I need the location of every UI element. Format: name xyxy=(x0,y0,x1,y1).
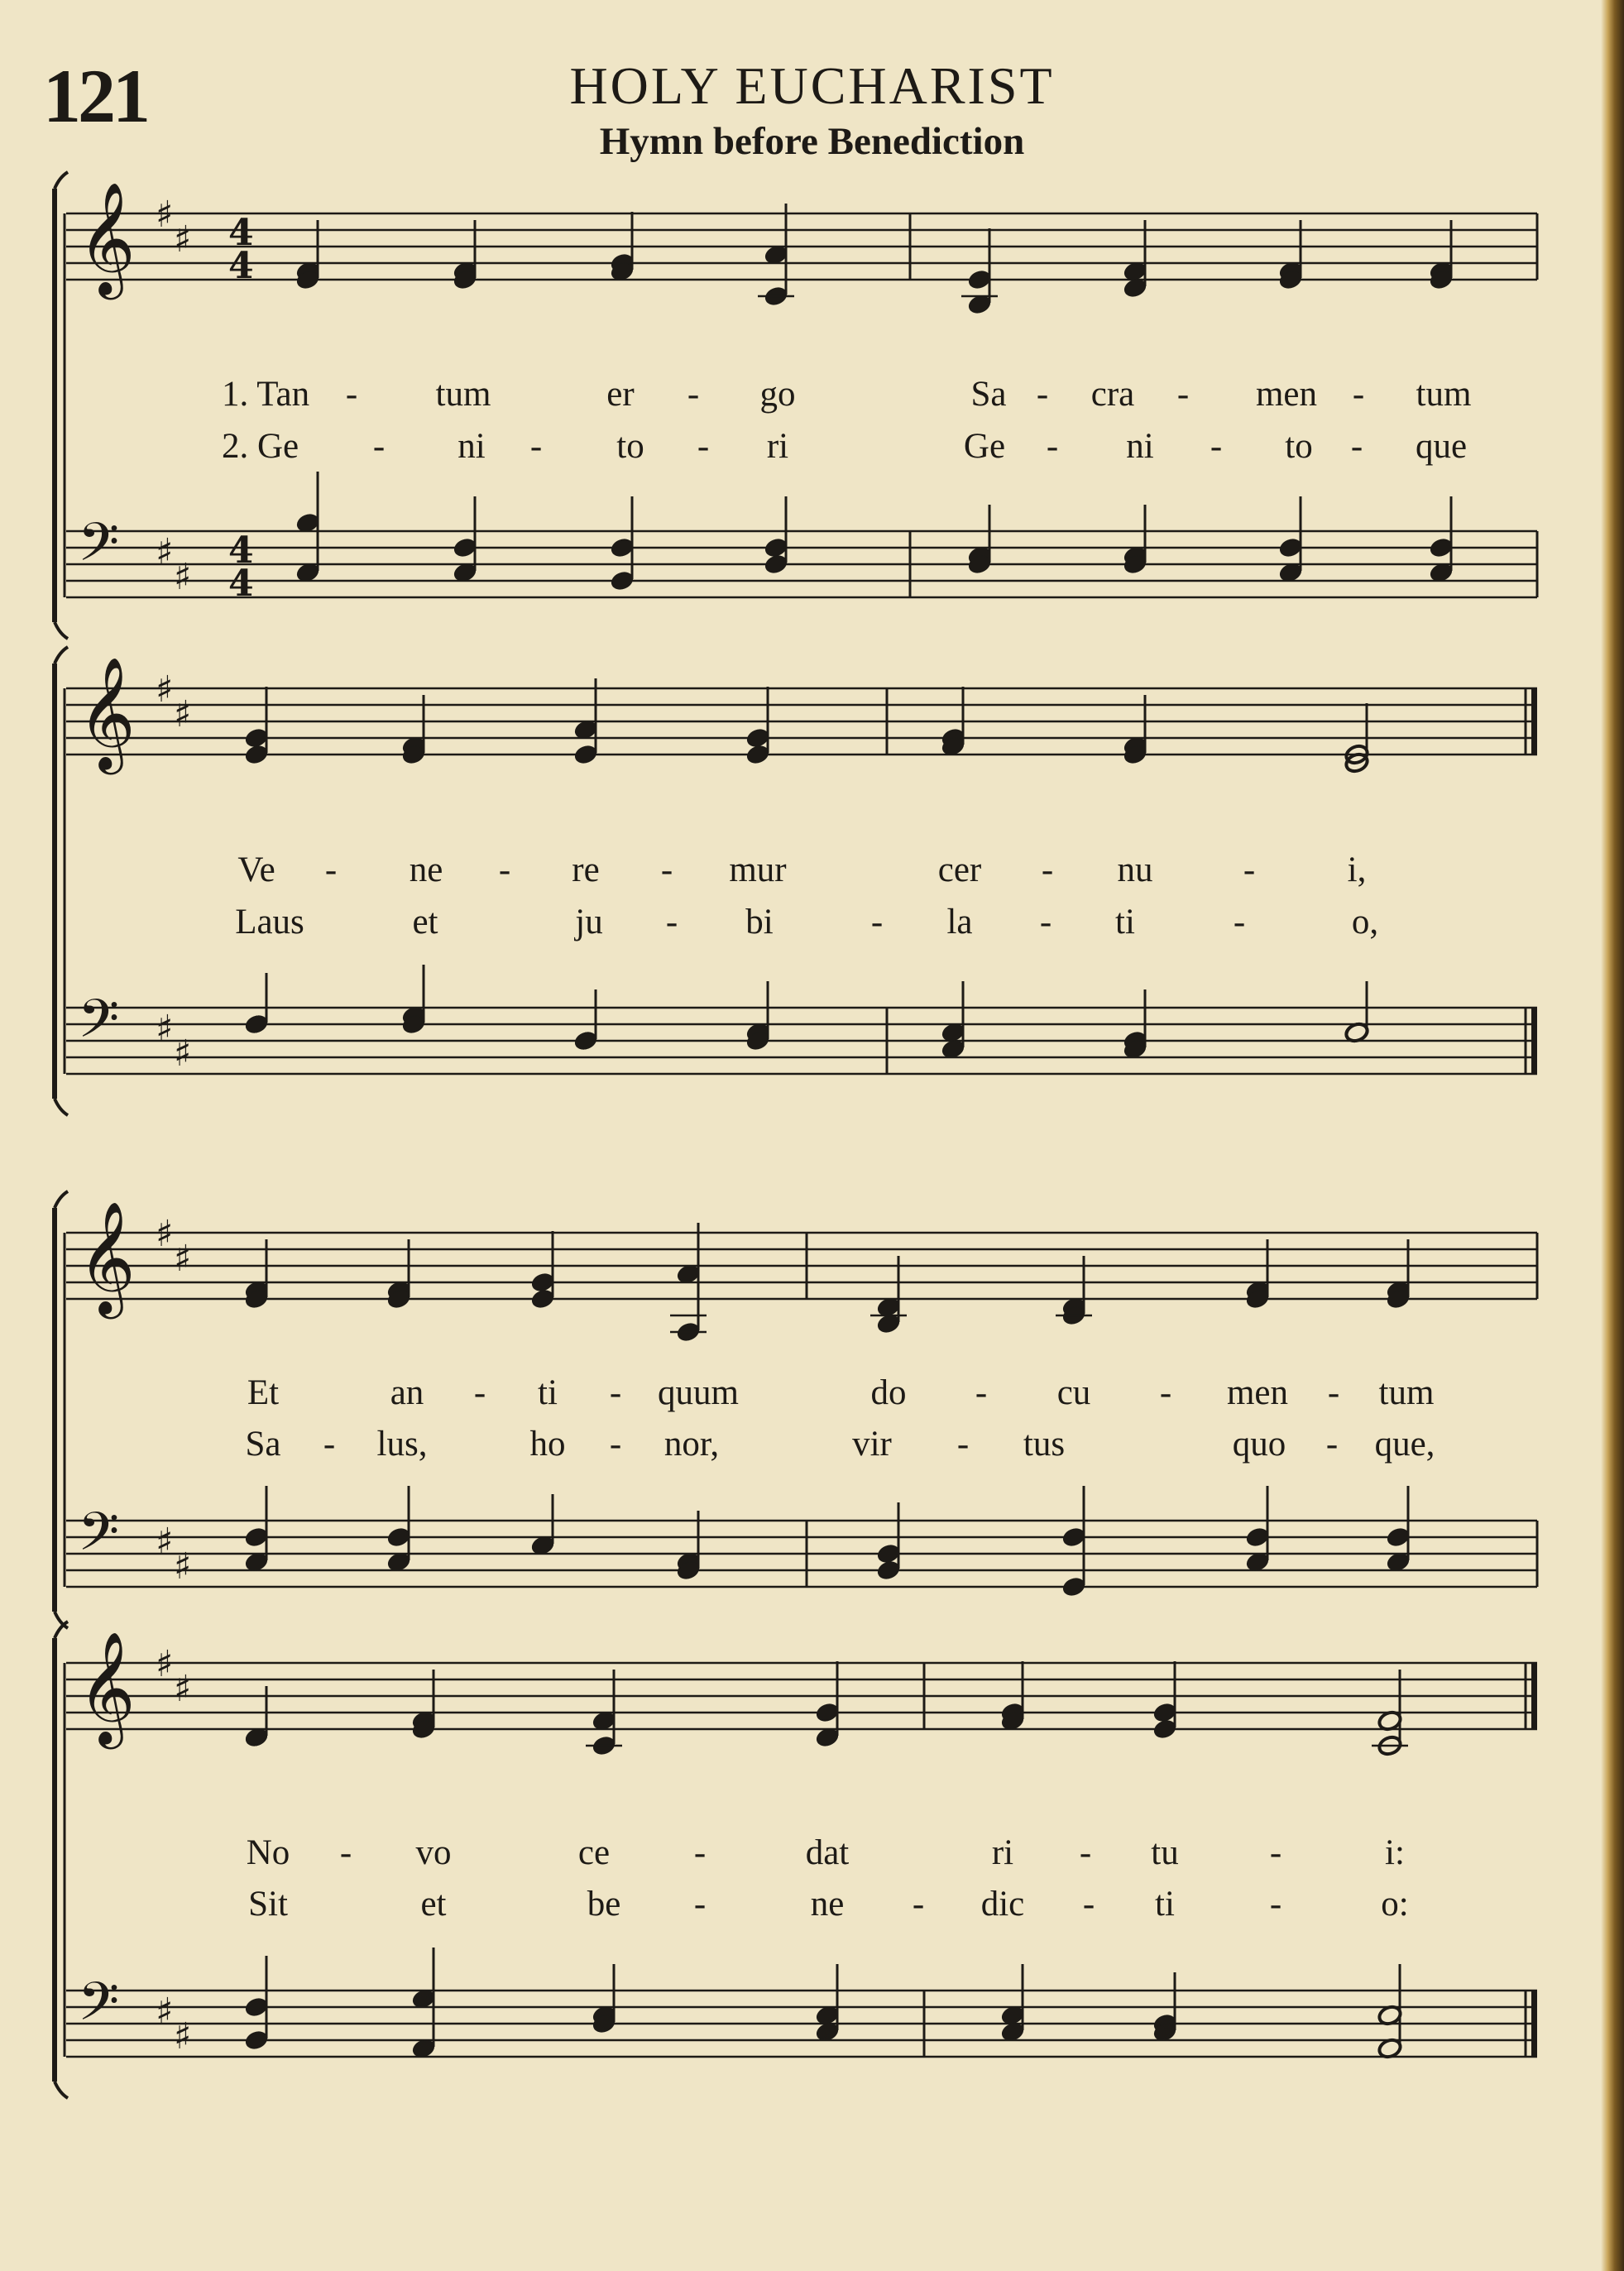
lyric-hyphen: - xyxy=(372,427,386,466)
lyric-hyphen: - xyxy=(498,850,511,889)
note-chord xyxy=(400,965,426,1036)
final-barline xyxy=(1531,688,1537,755)
lyric-hyphen: - xyxy=(1036,375,1049,414)
treble-staff-2 xyxy=(66,655,1537,774)
lyric-syllable: cu xyxy=(1056,1373,1091,1412)
lyric-hyphen: - xyxy=(1039,903,1052,941)
lyric-syllable: ti xyxy=(538,1373,558,1412)
sharp-icon: ♯ xyxy=(156,194,174,236)
note-chord xyxy=(1244,1486,1270,1574)
lyric-syllable: Sit xyxy=(248,1885,288,1924)
bass-clef-icon: 𝄢 xyxy=(78,512,120,587)
note-chord xyxy=(1344,981,1369,1044)
lyric-hyphen: - xyxy=(1079,1833,1092,1872)
note-chord xyxy=(966,505,992,576)
lyric-hyphen: - xyxy=(345,375,358,414)
lyric-hyphen: - xyxy=(1046,427,1059,466)
bass-clef-icon: 𝄢 xyxy=(78,1502,120,1576)
lyric-hyphen: - xyxy=(1269,1833,1282,1872)
lyric-hyphen: - xyxy=(339,1833,352,1872)
sharp-icon: ♯ xyxy=(174,1545,192,1588)
note-chord xyxy=(1152,1661,1177,1741)
lyric-syllable: Sa xyxy=(245,1425,281,1464)
lyric-hyphen: - xyxy=(956,1425,970,1464)
lyric-hyphen: - xyxy=(697,427,710,466)
bracket-hook xyxy=(55,1191,68,1208)
note-chord xyxy=(1377,1964,1402,2060)
sharp-icon: ♯ xyxy=(174,556,192,598)
sharp-icon: ♯ xyxy=(156,1991,174,2033)
sharp-icon: ♯ xyxy=(174,218,192,261)
note-chord xyxy=(243,973,269,1036)
lyric-hyphen: - xyxy=(609,1373,622,1412)
treble-clef-icon: 𝄞 xyxy=(78,1630,136,1744)
hymn-subtitle: Hymn before Benediction xyxy=(599,120,1025,163)
note-chord xyxy=(875,1502,901,1582)
sharp-icon: ♯ xyxy=(174,1238,192,1280)
note-chord xyxy=(999,1964,1025,2043)
bracket-hook xyxy=(55,1099,68,1115)
lyric-syllable: et xyxy=(412,903,438,941)
lyric-syllable: cra xyxy=(1090,375,1135,414)
lyric-hyphen: - xyxy=(1233,903,1246,941)
lyric-hyphen: - xyxy=(473,1373,486,1412)
bass-staff-4 xyxy=(66,1972,1537,2058)
note-chord xyxy=(609,496,635,592)
bass-staff-3 xyxy=(66,1502,1537,1588)
lyric-hyphen: - xyxy=(1327,1373,1340,1412)
time-signature-bottom: 4 xyxy=(228,563,254,605)
lyric-syllable: et xyxy=(420,1885,447,1924)
hymn-number: 121 xyxy=(43,54,147,138)
lyric-syllable: la xyxy=(946,903,973,941)
note-chord xyxy=(758,204,794,308)
lyric-hyphen: - xyxy=(323,1425,336,1464)
lyric-syllable: o: xyxy=(1381,1885,1409,1924)
lyric-hyphen: - xyxy=(529,427,543,466)
lyric-syllable: tum xyxy=(435,375,491,414)
lyric-syllable: mur xyxy=(729,850,787,889)
sharp-icon: ♯ xyxy=(156,1008,174,1050)
note-chord xyxy=(1122,220,1147,299)
note-chord xyxy=(1122,505,1147,576)
treble-staff-3 xyxy=(66,1200,1537,1319)
lyric-syllable: quum xyxy=(658,1373,739,1412)
note-chord xyxy=(814,1661,840,1749)
note-chord xyxy=(243,687,269,766)
lyric-syllable: ti xyxy=(1155,1885,1175,1924)
lyric-syllable: Ge xyxy=(963,427,1006,466)
bass-clef-icon: 𝄢 xyxy=(78,1972,120,2046)
lyric-syllable: ce xyxy=(577,1833,611,1872)
lyric-syllable: i: xyxy=(1385,1833,1405,1872)
lyric-syllable: dat xyxy=(805,1833,850,1872)
note-chord xyxy=(243,1486,269,1574)
lyric-syllable: er xyxy=(606,375,635,414)
lyric-hyphen: - xyxy=(324,850,338,889)
lyric-syllable: tus xyxy=(1023,1425,1066,1464)
lyric-syllable: ti xyxy=(1115,903,1135,941)
treble-clef-icon: 𝄞 xyxy=(78,180,136,295)
lyric-hyphen: - xyxy=(1350,427,1363,466)
lyric-syllable: dic xyxy=(980,1885,1025,1924)
final-barline xyxy=(1531,1663,1537,1729)
treble-staff-4 xyxy=(66,1630,1537,1749)
lyric-syllable: to xyxy=(1285,427,1313,466)
lyric-hyphen: - xyxy=(1269,1885,1282,1924)
lyric-syllable: 1. Tan xyxy=(222,375,310,414)
lyric-syllable: Sa xyxy=(970,375,1007,414)
note-chord xyxy=(745,687,770,766)
sharp-icon: ♯ xyxy=(174,2015,192,2058)
time-signature-top: 4 xyxy=(228,212,254,254)
note-chord xyxy=(386,1486,411,1574)
lyric-hyphen: - xyxy=(1082,1885,1095,1924)
lyric-hyphen: - xyxy=(665,903,678,941)
note-chord xyxy=(961,228,998,316)
lyric-syllable: ju xyxy=(575,903,603,941)
sharp-icon: ♯ xyxy=(156,531,174,573)
note-chord xyxy=(1428,496,1454,584)
sharp-icon: ♯ xyxy=(156,1643,174,1685)
bass-staff-1 xyxy=(66,512,1537,605)
note-chord xyxy=(814,1964,840,2043)
lyric-syllable: vo xyxy=(415,1833,452,1872)
lyric-syllable: Et xyxy=(247,1373,280,1412)
lyric-syllable: o, xyxy=(1351,903,1379,941)
note-chord xyxy=(1061,1486,1086,1598)
lyric-hyphen: - xyxy=(693,1833,707,1872)
sharp-icon: ♯ xyxy=(174,693,192,735)
note-chord xyxy=(745,981,770,1052)
final-barline xyxy=(1531,1991,1537,2057)
sharp-icon: ♯ xyxy=(174,1032,192,1075)
note-chord xyxy=(940,981,965,1061)
lyric-syllable: ri xyxy=(991,1833,1014,1872)
lyric-syllable: bi xyxy=(745,903,774,941)
note-chord xyxy=(591,1964,616,2035)
bass-clef-icon: 𝄢 xyxy=(78,989,120,1063)
note-chord xyxy=(243,1956,269,2052)
lyric-syllable: to xyxy=(616,427,644,466)
sharp-icon: ♯ xyxy=(174,1668,192,1710)
time-signature-top: 4 xyxy=(228,529,254,572)
lyric-hyphen: - xyxy=(912,1885,925,1924)
lyric-syllable: que xyxy=(1415,427,1468,466)
note-chord xyxy=(295,472,320,584)
lyric-syllable: ni xyxy=(457,427,486,466)
note-chord xyxy=(452,496,477,584)
lyric-hyphen: - xyxy=(1176,375,1190,414)
treble-clef-icon: 𝄞 xyxy=(78,1200,136,1314)
sharp-icon: ♯ xyxy=(156,1213,174,1255)
lyric-syllable: tum xyxy=(1416,375,1472,414)
lyric-hyphen: - xyxy=(1159,1373,1172,1412)
note-chord xyxy=(1385,1486,1411,1574)
lyric-syllable: cer xyxy=(937,850,982,889)
lyric-hyphen: - xyxy=(1041,850,1054,889)
lyric-hyphen: - xyxy=(1210,427,1223,466)
bracket-hook xyxy=(55,2082,68,2098)
lyric-hyphen: - xyxy=(975,1373,988,1412)
treble-clef-icon: 𝄞 xyxy=(78,655,136,769)
lyric-syllable: vir xyxy=(852,1425,892,1464)
note-chord xyxy=(572,989,598,1052)
lyric-syllable: go xyxy=(759,375,796,414)
final-barline xyxy=(1531,1008,1537,1074)
treble-staff-1 xyxy=(66,180,1537,299)
bracket-hook xyxy=(55,647,68,664)
note-chord xyxy=(410,1948,436,2060)
bracket-hook xyxy=(55,172,68,189)
sharp-icon: ♯ xyxy=(156,1521,174,1563)
lyric-hyphen: - xyxy=(1352,375,1365,414)
lyric-syllable: nu xyxy=(1117,850,1153,889)
lyric-hyphen: - xyxy=(660,850,673,889)
note-chord xyxy=(529,1494,555,1557)
lyric-syllable: tu xyxy=(1151,1833,1179,1872)
lyric-hyphen: - xyxy=(1243,850,1256,889)
lyric-hyphen: - xyxy=(870,903,884,941)
lyric-syllable: re xyxy=(572,850,600,889)
lyric-syllable: ho xyxy=(529,1425,566,1464)
lyric-syllable: men xyxy=(1226,1373,1289,1412)
sharp-icon: ♯ xyxy=(156,668,174,711)
book-spine xyxy=(1601,0,1624,2271)
lyric-syllable: nor, xyxy=(663,1425,720,1464)
note-chord xyxy=(529,1231,555,1310)
lyric-syllable: 2. Ge xyxy=(222,427,299,466)
lyric-hyphen: - xyxy=(609,1425,622,1464)
lyric-syllable: ne xyxy=(810,1885,845,1924)
lyric-syllable: i, xyxy=(1347,850,1367,889)
lyric-syllable: que, xyxy=(1374,1425,1435,1464)
note-chord xyxy=(870,1256,907,1335)
lyric-syllable: Laus xyxy=(235,903,304,941)
lyric-syllable: do xyxy=(870,1373,907,1412)
lyric-syllable: tum xyxy=(1378,1373,1435,1412)
lyric-hyphen: - xyxy=(687,375,700,414)
bass-staff-2 xyxy=(66,989,1537,1075)
hymn-title: HOLY EUCHARIST xyxy=(569,56,1055,115)
lyric-hyphen: - xyxy=(1325,1425,1339,1464)
lyric-syllable: an xyxy=(390,1373,424,1412)
lyric-syllable: quo xyxy=(1232,1425,1286,1464)
time-signature-bottom: 4 xyxy=(228,245,254,287)
lyric-syllable: ni xyxy=(1126,427,1154,466)
lyric-syllable: be xyxy=(587,1885,621,1924)
lyric-syllable: lus, xyxy=(376,1425,428,1464)
lyric-syllable: ri xyxy=(766,427,789,466)
lyric-syllable: Ve xyxy=(237,850,275,889)
lyric-syllable: No xyxy=(246,1833,290,1872)
lyric-syllable: ne xyxy=(409,850,443,889)
note-chord xyxy=(1277,496,1303,584)
bracket-hook xyxy=(55,622,68,639)
lyric-hyphen: - xyxy=(693,1885,707,1924)
note-chord xyxy=(763,496,788,576)
lyric-syllable: men xyxy=(1255,375,1318,414)
